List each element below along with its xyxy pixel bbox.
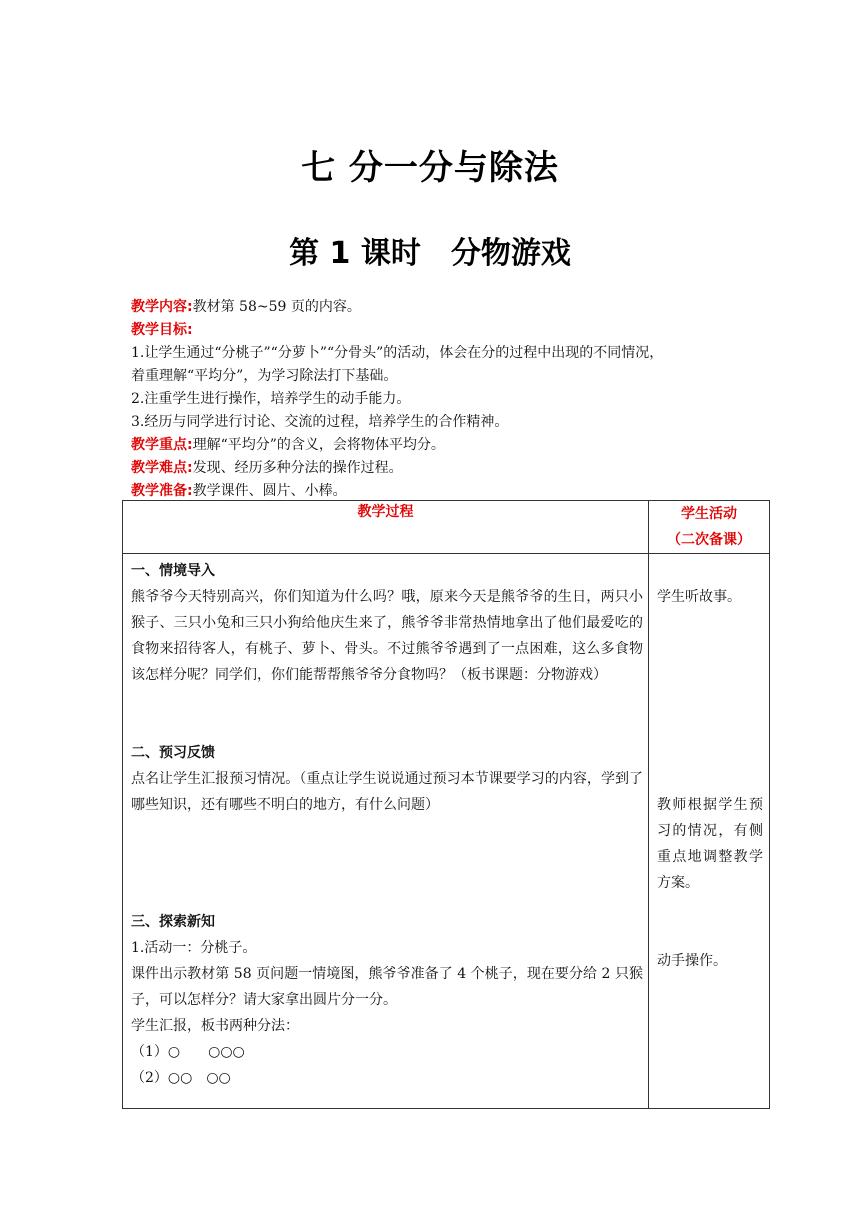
teaching-prep-text: 教学课件、圆片、小棒。 bbox=[192, 483, 347, 499]
teaching-content-row bbox=[131, 296, 751, 319]
header-student-line1: 学生活动 bbox=[681, 506, 737, 522]
teaching-difficulty-text: 发现、经历多种分法的操作过程。 bbox=[192, 460, 403, 476]
report-text: 学生汇报，板书两种分法： bbox=[131, 1018, 299, 1034]
method-1: （1）○ ○○○ bbox=[131, 1044, 245, 1060]
table-header-row bbox=[123, 501, 770, 554]
header-student-activity bbox=[649, 501, 770, 554]
process-cell bbox=[123, 554, 649, 1109]
student-note-preview: 教师根据学生预习的情况，有侧重点地调整教学方案。 bbox=[657, 797, 763, 891]
section-1-text: 熊爷爷今天特别高兴，你们知道为什么吗？哦，原来今天是熊爷爷的生日，两只小猴子、三只小兔和三只小狗给他庆生来了，熊爷爷非常热情地拿出了他们最爱吃的食物来招待客人，有桃子、萝卜、骨头。不过熊爷爷遇到了一点困难，这么多食物该怎样分呢？同学们，你们能帮帮熊爷爷分食物吗？（板书课题：分物游戏） bbox=[131, 589, 643, 683]
method-2: （2）○○ ○○ bbox=[131, 1070, 231, 1086]
teaching-difficulty-row bbox=[131, 457, 751, 480]
header-teaching-process: 教学过程 bbox=[123, 501, 649, 554]
lesson-meta bbox=[131, 296, 751, 503]
lesson-number: 第 1 课时 bbox=[289, 236, 421, 271]
teaching-key-text: 理解“平均分”的含义，会将物体平均分。 bbox=[192, 437, 445, 453]
teaching-goal-line: 3.经历与同学进行讨论、交流的过程，培养学生的合作精神。 bbox=[131, 414, 509, 430]
lesson-title bbox=[0, 228, 860, 272]
teaching-difficulty-label: 教学难点: bbox=[131, 460, 193, 476]
chapter-title: 七 分一分与除法 bbox=[301, 148, 559, 188]
teaching-key-row bbox=[131, 434, 751, 457]
teaching-key-label: 教学重点: bbox=[131, 437, 193, 453]
activity-1-title: 1.活动一：分桃子。 bbox=[131, 940, 257, 956]
teaching-goals-label: 教学目标: bbox=[131, 322, 193, 338]
student-note-handson: 动手操作。 bbox=[657, 953, 727, 969]
section-3-title: 三、探索新知 bbox=[131, 914, 215, 930]
teaching-content-label: 教学内容: bbox=[131, 299, 193, 315]
student-note-listen: 学生听故事。 bbox=[657, 589, 741, 605]
section-2-title: 二、预习反馈 bbox=[131, 745, 215, 761]
lesson-name: 分物游戏 bbox=[450, 236, 571, 271]
teaching-goals-row bbox=[131, 319, 751, 342]
section-1-title: 一、情境导入 bbox=[131, 563, 215, 579]
section-2-text: 点名让学生汇报预习情况。（重点让学生说说通过预习本节课要学习的内容，学到了哪些知识，还有哪些不明白的地方，有什么问题） bbox=[131, 771, 643, 813]
student-activity-cell bbox=[649, 554, 770, 1109]
table-body-row bbox=[123, 554, 770, 1109]
teaching-goal-line: 着重理解“平均分”，为学习除法打下基础。 bbox=[131, 368, 398, 384]
activity-1-text: 课件出示教材第 58 页问题一情境图，熊爷爷准备了 4 个桃子，现在要分给 2 只猴子，可以怎样分？请大家拿出圆片分一分。 bbox=[131, 966, 643, 1008]
teaching-goal-line: 2.注重学生进行操作，培养学生的动手能力。 bbox=[131, 391, 411, 407]
lesson-plan-table bbox=[122, 500, 770, 1109]
teaching-goal-line: 1.让学生通过“分桃子”“分萝卜”“分骨头”的活动，体会在分的过程中出现的不同情况， bbox=[131, 345, 664, 361]
teaching-content-text: 教材第 58~59 页的内容。 bbox=[192, 299, 361, 315]
header-student-line2: （二次备课） bbox=[667, 532, 751, 548]
teaching-prep-label: 教学准备: bbox=[131, 483, 193, 499]
